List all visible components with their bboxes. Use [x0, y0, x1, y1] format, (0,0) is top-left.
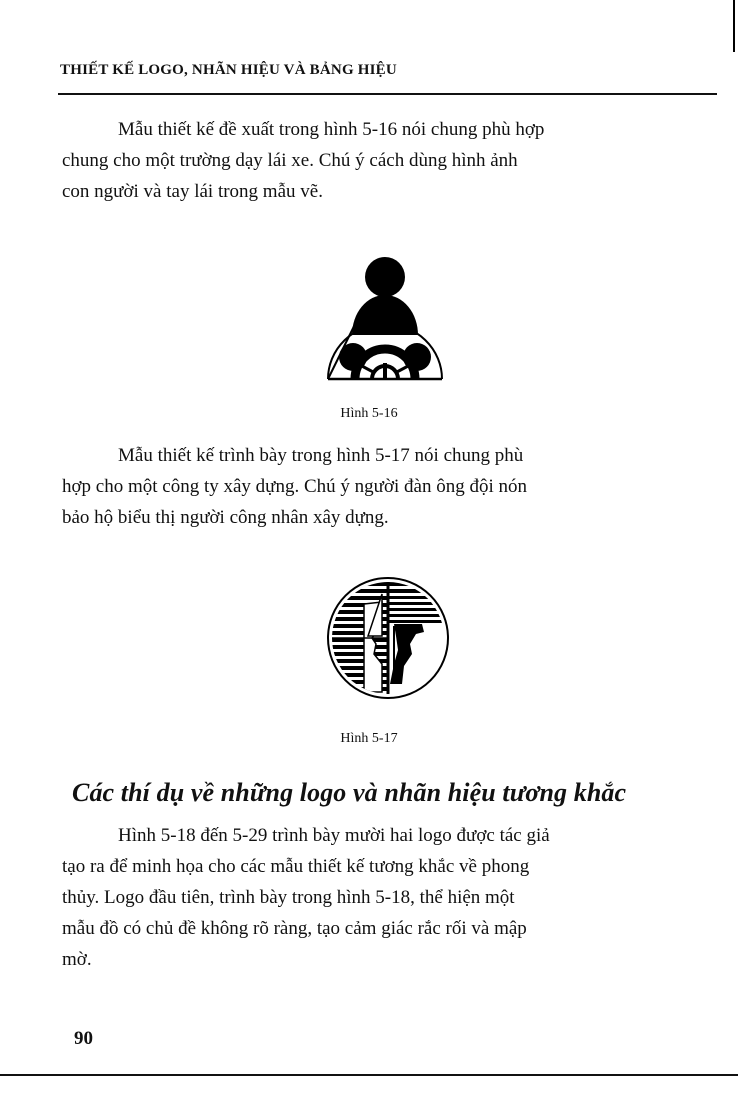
driving-school-logo-icon: [320, 255, 450, 385]
paragraph-line: tạo ra để minh họa cho các mẫu thiết kế tương khắc về phong: [62, 856, 530, 877]
section-heading: Các thí dụ về những logo và nhãn hiệu tương khắc: [72, 778, 627, 807]
paragraph-line: chung cho một trường dạy lái xe. Chú ý cách dùng hình ảnh: [62, 150, 518, 171]
paragraph-line: con người và tay lái trong mẫu vẽ.: [62, 181, 323, 202]
page-edge-line: [733, 0, 735, 52]
paragraph-line: mẫu đồ có chủ đề không rõ ràng, tạo cảm giác rắc rối và mập: [62, 918, 527, 939]
figure-caption: Hình 5-17: [340, 731, 398, 746]
construction-company-logo-icon: [324, 574, 454, 704]
paragraph-line: Mẫu thiết kế đề xuất trong hình 5-16 nói chung phù hợp: [118, 119, 545, 140]
figure-caption: Hình 5-16: [340, 406, 398, 421]
paragraph-line: mờ.: [62, 949, 92, 970]
paragraph-3: [62, 820, 714, 975]
paragraph-line: hợp cho một công ty xây dựng. Chú ý người đàn ông đội nón: [62, 476, 527, 497]
paragraph-line: Hình 5-18 đến 5-29 trình bày mười hai logo được tác giả: [118, 825, 550, 846]
bottom-rule: [0, 1074, 738, 1076]
paragraph-1: [62, 114, 714, 207]
paragraph-line: thủy. Logo đầu tiên, trình bày trong hình 5-18, thể hiện một: [62, 887, 515, 908]
running-header: THIẾT KẾ LOGO, NHÃN HIỆU VÀ BẢNG HIỆU: [60, 62, 397, 78]
page-number: 90: [74, 1028, 93, 1049]
paragraph-line: Mẫu thiết kế trình bày trong hình 5-17 nói chung phù: [118, 445, 524, 466]
header-rule: [58, 93, 717, 95]
paragraph-line: bảo hộ biểu thị người công nhân xây dựng.: [62, 507, 389, 528]
paragraph-2: [62, 440, 714, 533]
